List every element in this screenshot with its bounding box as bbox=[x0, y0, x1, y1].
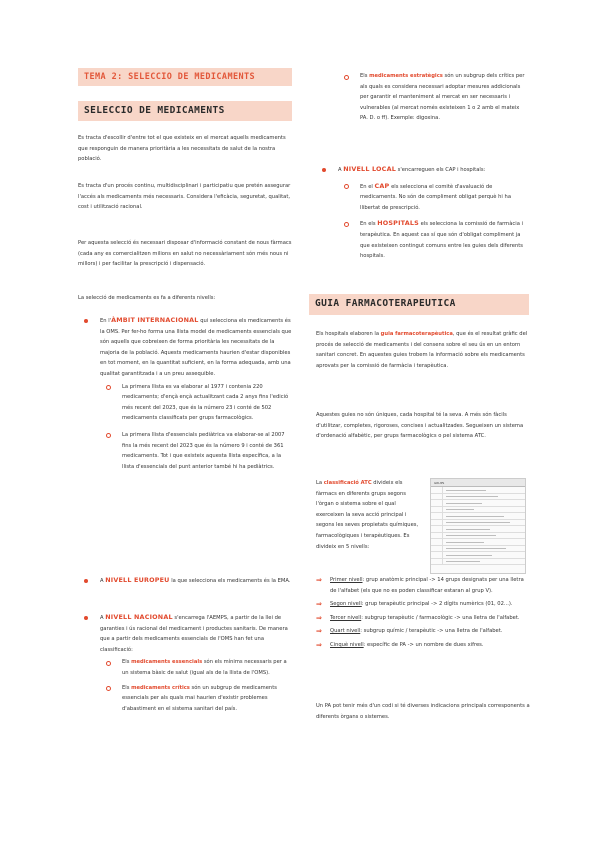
arrow-right-icon: ⇒ bbox=[316, 613, 322, 622]
list-item-level-5: ⇒ Cinquè nivell: específic de PA -> un nombre de dues xifres. bbox=[316, 640, 484, 649]
local-list bbox=[316, 164, 530, 262]
list-item-level-1: ⇒ Primer nivell: grup anatòmic principal -> 14 grups designats per una lletra de l'alfabet (els que no es poden classificar estaran al grup V). bbox=[316, 576, 524, 594]
paragraph-process: Es tracta d'un procés continu, multidisciplinari i participatiu que pretén assegurar l'accés als medicaments més necessaris. Considera l'eficàcia, seguretat, qualitat, cost i utilització racional. bbox=[78, 183, 291, 211]
list-item-critical: Els medicaments crítics són un subgrup de medicaments essencials per als quals mai haurien d'existir problemes d'abastiment en el sistema sanitari del país. bbox=[100, 683, 292, 715]
list-item-national: A NIVELL NACIONAL s'encarrega l'AEMPS, a partir de la llei de garanties i ús racional del medicament i productes sanitaris. De manera que a partir dels medicaments essencials de l'OMS han fet una classificació: Els medicaments essencials són els mínims necessaris per a un sistema bàsic de salut (igual als de la llista de l'OMS). Els medicaments crítics són un subgrup de medicaments essencials per als quals mai haurien d'existir problemes d'abastiment en el sistema sanitari del país. bbox=[78, 612, 292, 714]
levels-list bbox=[78, 315, 292, 472]
arrow-right-icon: ⇒ bbox=[316, 640, 322, 649]
section-title: SELECCIO DE MEDICAMENTS bbox=[78, 101, 292, 121]
list-item-level-2: ⇒ Segon nivell: grup terapèutic principal -> 2 dígits numèrics (01, 02...). bbox=[316, 600, 513, 609]
paragraph-guia: Els hospitals elaboren la guia farmacoterapèutica, que és el resultat gràfic del procés de selecció de medicaments i del consens sobre el seu ús en un entorn sanitari concret. En aquestes guies trobem la informació sobre els medicaments aprovats per la comissió de farmàcia i terapèutica. bbox=[316, 331, 528, 369]
list-item-first-list: La primera llista es va elaborar al 1977 i contenia 220 medicaments; d'ençà ençà actualitzant cada 2 anys fins l'edició més recent del 2023, que és la número 23 i conté de 502 medicaments classificats per grups farmacològics. bbox=[100, 382, 292, 424]
list-item-international: En l'ÀMBIT INTERNACIONAL qui selecciona els medicaments és la OMS. Per fer-ho forma una llista model de medicaments essencials que són aquells que cobreixen de forma prioritària les necessitats de la majoria de la població. Aquests medicaments haurien d'estar disponibles en tot moment, en la quantitat suficient, en la forma adequada, amb una qualitat garantitzada i a un preu assequible. La primera llista es va elaborar al 1977 i contenia 220 medicaments; d'ençà ençà actualitzant cada 2 anys fins l'edició més recent del 2023, que és la número 23 i conté de 502 medicaments classificats per grups farmacològics. La primera llista d'essencials pediàtrica va elaborar-se al 2007 fins la més recent del 2023 que és la número 9 i conté de 361 medicaments. Tot i que existeix aquesta llista específica, a la llista d'essencials del punt anterior també hi ha pediàtrics. bbox=[78, 315, 292, 472]
national-sublist bbox=[100, 657, 292, 714]
list-item-cap: En el CAP els selecciona el comitè d'avaluació de medicaments. No són de compliment obligat perquè hi ha llibertat de prescripció. bbox=[338, 181, 530, 214]
local-sublist bbox=[338, 181, 530, 262]
keyword-international: ÀMBIT INTERNACIONAL bbox=[111, 316, 199, 324]
atc-table-head: GRUPS bbox=[431, 479, 525, 487]
list-item-hospitals: En els HOSPITALS els selecciona la comissió de farmàcia i terapèutica. En aquest cas sí que són d'obligat compliment ja que existeixen contingut comuns entre les guies dels diferents hospitals. bbox=[338, 218, 530, 261]
keyword-national: NIVELL NACIONAL bbox=[105, 613, 173, 621]
arrow-right-icon: ⇒ bbox=[316, 600, 322, 609]
list-item-local: A NIVELL LOCAL s'encarreguen els CAP i hospitals: En el CAP els selecciona el comitè d'avaluació de medicaments. No són de compliment obligat perquè hi ha llibertat de prescripció. En els HOSPITALS els selecciona la comissió de farmàcia i terapèutica. En aquest cas sí que són d'obligat compliment ja que existeixen contingut comuns entre les guies dels diferents hospitals. bbox=[316, 164, 530, 262]
list-item-essential: Els medicaments essencials són els mínims necessaris per a un sistema bàsic de salut (igual als de la llista de l'OMS). bbox=[100, 657, 292, 678]
main-title: TEMA 2: SELECCIO DE MEDICAMENTS bbox=[78, 68, 292, 86]
list-item-pediatric-list: La primera llista d'essencials pediàtrica va elaborar-se al 2007 fins la més recent del 2023 que és la número 9 i conté de 361 medicaments. Tot i que existeix aquesta llista específica, a la llista d'essencials del punt anterior també hi ha pediàtrics. bbox=[100, 430, 292, 472]
atc-groups-table-image bbox=[430, 478, 526, 574]
strategic-list bbox=[338, 71, 528, 124]
keyword-local: NIVELL LOCAL bbox=[343, 165, 396, 173]
paragraph-intro: Es tracta d'escollir d'entre tot el que existeix en el mercat aquells medicaments que responguin de manera prioritària a les necessitats de salut de la nostra població. bbox=[78, 135, 286, 163]
paragraph-atc: La classificació ATC divideix els fàrmacs en diferents grups segons l'òrgan o sistema sobre el qual exerceixen la seva acció principal i segons les seves propietats químiques, farmacològiques i terapèutiques. Es divideix en 5 nivells: bbox=[316, 480, 419, 550]
paragraph-guia-properties: Aquestes guies no són úniques, cada hospital té la seva. A més són fàcils d'utilitzar, completes, rigoroses, concises i actualitzades. Segueixen un sistema d'ordenació alfabètic, per grups farmacològics o pel sistema ATC. bbox=[316, 412, 524, 440]
arrow-right-icon: ⇒ bbox=[316, 576, 322, 584]
guia-title: GUIA FARMACOTERAPEUTICA bbox=[309, 294, 529, 315]
arrow-right-icon: ⇒ bbox=[316, 627, 322, 636]
levels-list-eu bbox=[78, 575, 292, 587]
paragraph-final: Un PA pot tenir més d'un codi si té diverses indicacions principals corresponents a diferents òrgans o sistemes. bbox=[316, 703, 530, 720]
list-item-strategic: Els medicaments estratègics són un subgrup dels crítics per als quals es considera necessari adoptar mesures addicionals per garantir el manteniment al mercat en ser necessaris i vulnerables (al mercat només existeixen 1 o 2 amb el mateix PA. D. o ff). Exemple: digoxina. bbox=[338, 71, 528, 124]
international-sublist bbox=[100, 382, 292, 473]
atc-levels-list bbox=[316, 575, 530, 651]
paragraph-levels: La selecció de medicaments es fa a diferents nivells: bbox=[78, 295, 216, 301]
list-item-european: A NIVELL EUROPEU la que selecciona els medicaments és la EMA. bbox=[78, 575, 292, 587]
list-item-level-4: ⇒ Quart nivell: subgrup químic / terapèutic -> una lletra de l'alfabet. bbox=[316, 627, 503, 636]
levels-list-national bbox=[78, 612, 292, 714]
keyword-european: NIVELL EUROPEU bbox=[105, 576, 170, 584]
list-item-level-3: ⇒ Tercer nivell: subgrup terapèutic / farmacològic -> una lletra de l'alfabet. bbox=[316, 613, 520, 622]
paragraph-information: Per aquesta selecció és necessari disposar d'informació constant de nous fàrmacs (cada any es comercialitzen milions en salut no necessàriament són més nous ni millors) i per facilitar la prescripció i dispensació. bbox=[78, 240, 292, 268]
